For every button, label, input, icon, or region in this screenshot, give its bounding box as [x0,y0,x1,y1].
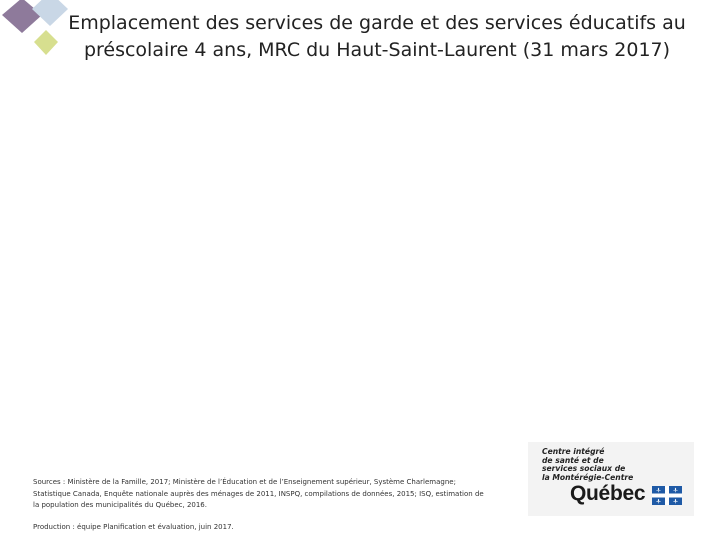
logo-organization-name [542,448,652,482]
slide-title-line2: préscolaire 4 ans, MRC du Haut-Saint-Laurent (31 mars 2017) [83,39,671,61]
sources-line1: Sources : Ministère de la Famille, 2017; Ministère de l’Éducation et de l’Enseignement supérieur, Système Charlemagne; [33,478,456,486]
logo-line2: de santé et de [542,455,604,465]
production-note: Production : équipe Planification et évaluation, juin 2017. [33,523,234,531]
sources-note [33,477,503,512]
cisss-quebec-logo [528,442,694,516]
sources-line2: Statistique Canada, Enquête nationale auprès des ménages de 2011, INSPQ, compilations de données, 2015; ISQ, estimation de [33,489,484,498]
blue-diamond [32,0,68,26]
green-diamond [34,30,58,55]
sources-line3: la population des municipalités du Québec, 2016. [33,501,207,509]
logo-line4: la Montérégie-Centre [542,472,634,482]
purple-diamond [2,0,42,33]
logo-line3: services sociaux de [542,464,626,474]
slide-title-line1: Emplacement des services de garde et des services éducatifs au [68,12,686,34]
logo-wordmark: Québec [570,482,646,505]
fleur-de-lis-flag-icon [652,486,682,505]
slide-title [66,10,688,64]
logo-line1: Centre intégré [542,447,605,456]
